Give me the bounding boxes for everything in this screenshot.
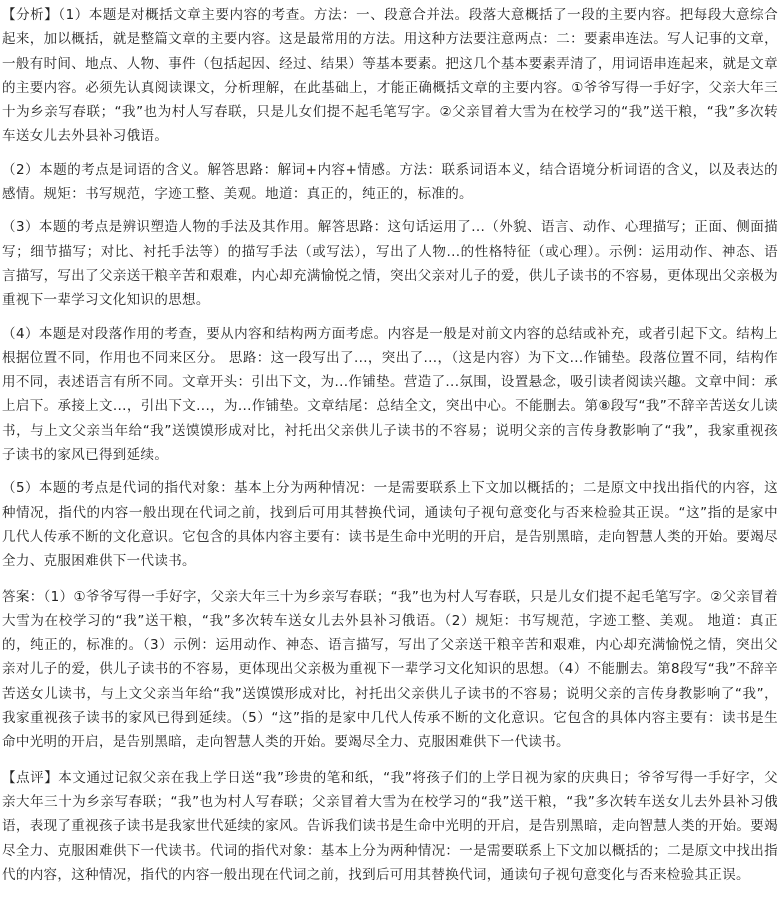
comment-paragraph: 【点评】本文通过记叙父亲在我上学日送“我”珍贵的笔和纸，“我”将孩子们的上学日视为家的庆典日；爷爷写得一手好字，父亲大年三十为乡亲写春联；“我”也为村人写春联；父亲冒着大雪为在校学习的“我”送干粮，“我”多次转车送女儿去外县补习俄语，表现了重视孩子读书是我家世代延续的家风。告诉我们读书是生命中光明的开启，是告别黑暗，走向智慧人类的开始。要竭尽全力、克服困难供下一代读书。代词的指代对象：基本上分为两种情况：一是需要联系上下文加以概括的；二是原文中找出指代的内容，这种情况，指代的内容一般出现在代词之前，找到后可用其替换代词，通读句子视句意变化与否来检验其正误。 [2, 769, 778, 883]
analysis-paragraph-5: （5）本题的考点是代词的指代对象：基本上分为两种情况：一是需要联系上下文加以概括的；二是原文中找出指代的内容，这种情况，指代的内容一般出现在代词之前，找到后可用其替换代词，通读句子视句意变化与否来检验其正误。“这”指的是家中几代人传承不断的文化意识。它包含的具体内容主要有：读书是生命中光明的开启，是告别黑暗，走向智慧人类的开始。要竭尽全力、克服困难供下一代读书。 [2, 480, 778, 570]
analysis-paragraph-2: （2）本题的考点是词语的含义。解答思路：解词+内容+情感。方法：联系词语本义，结合语境分析词语的含义，以及表达的感情。规矩：书写规范，字迹工整、美观。地道：真正的，纯正的，标准的。 [2, 161, 778, 203]
analysis-paragraph-3: （3）本题的考点是辨识塑造人物的手法及其作用。解答思路：这句话运用了...（外貌、语言、动作、心理描写；正面、侧面描写；细节描写；对比、衬托手法等）的描写手法（或写法），写出了人物...的性格特征（或心理）。示例：运用动作、神态、语言描写，写出了父亲送干粮辛苦和艰难，内心却充满愉悦之情，突出父亲对儿子的爱，供儿子读书的不容易，更体现出父亲极为重视下一辈学习文化知识的思想。 [2, 219, 778, 309]
answer-paragraph: 答案：（1）①爷爷写得一手好字，父亲大年三十为乡亲写春联；“我”也为村人写春联，只是儿女们提不起毛笔写字。②父亲冒着大雪为在校学习的“我”送干粮，“我”多次转车送女儿去外县补习俄语。（2）规矩：书写规范，字迹工整、美观。 地道：真正的，纯正的，标准的。（3）示例：运用动作、神态、语言描写，写出了父亲送干粮辛苦和艰难，内心却充满愉悦之情，突出父亲对儿子的爱，供儿子读书的不容易，更体现出父亲极为重视下一辈学习文化知识的思想。（4）不能删去。第8段写“我”不辞辛苦送女儿读书，与上文父亲当年给“我”送馍馍形成对比，衬托出父亲供儿子读书的不容易；说明父亲的言传身教影响了“我”，我家重视孩子读书的家风已得到延续。（5）“这”指的是家中几代人传承不断的文化意识。它包含的具体内容主要有：读书是生命中光明的开启，是告别黑暗，走向智慧人类的开始。要竭尽全力、克服困难供下一代读书。 [2, 588, 778, 751]
analysis-paragraph-4: （4）本题是对段落作用的考查，要从内容和结构两方面考虑。内容是一般是对前文内容的总结或补充，或者引起下文。结构上根据位置不同，作用也不同来区分。 思路：这一段写出了...，突出了...，（这是内容）为下文...作铺垫。段落位置不同，结构作用不同，表述语言有所不同。文章开头：引出下文，为...作铺垫。营造了...氛围，设置悬念，吸引读者阅读兴趣。文章中间：承上启下。承接上文...，引出下文...，为...作铺垫。文章结尾：总结全文，突出中心。不能删去。第⑧段写“我”不辞辛苦送女儿读书，与上文父亲当年给“我”送馍馍形成对比，衬托出父亲供儿子读书的不容易；说明父亲的言传身教影响了“我”，我家重视孩子读书的家风已得到延续。 [2, 325, 778, 464]
analysis-paragraph-1: 【分析】（1）本题是对概括文章主要内容的考查。方法：一、段意合并法。段落大意概括了一段的主要内容。把每段大意综合起来，加以概括，就是整篇文章的主要内容。这是最常用的方法。用这种方法要注意两点：二：要素串连法。写人记事的文章，一般有时间、地点、人物、事件（包括起因、经过、结果）等基本要素。把这几个基本要素弄清了，用词语串连起来，就是文章的主要内容。必须先认真阅读课文，分析理解，在此基础上，才能正确概括文章的主要内容。①爷爷写得一手好字，父亲大年三十为乡亲写春联；“我”也为村人写春联，只是儿女们提不起毛笔写字。②父亲冒着大雪为在校学习的“我”送干粮，“我”多次转车送女儿去外县补习俄语。 [2, 7, 778, 145]
